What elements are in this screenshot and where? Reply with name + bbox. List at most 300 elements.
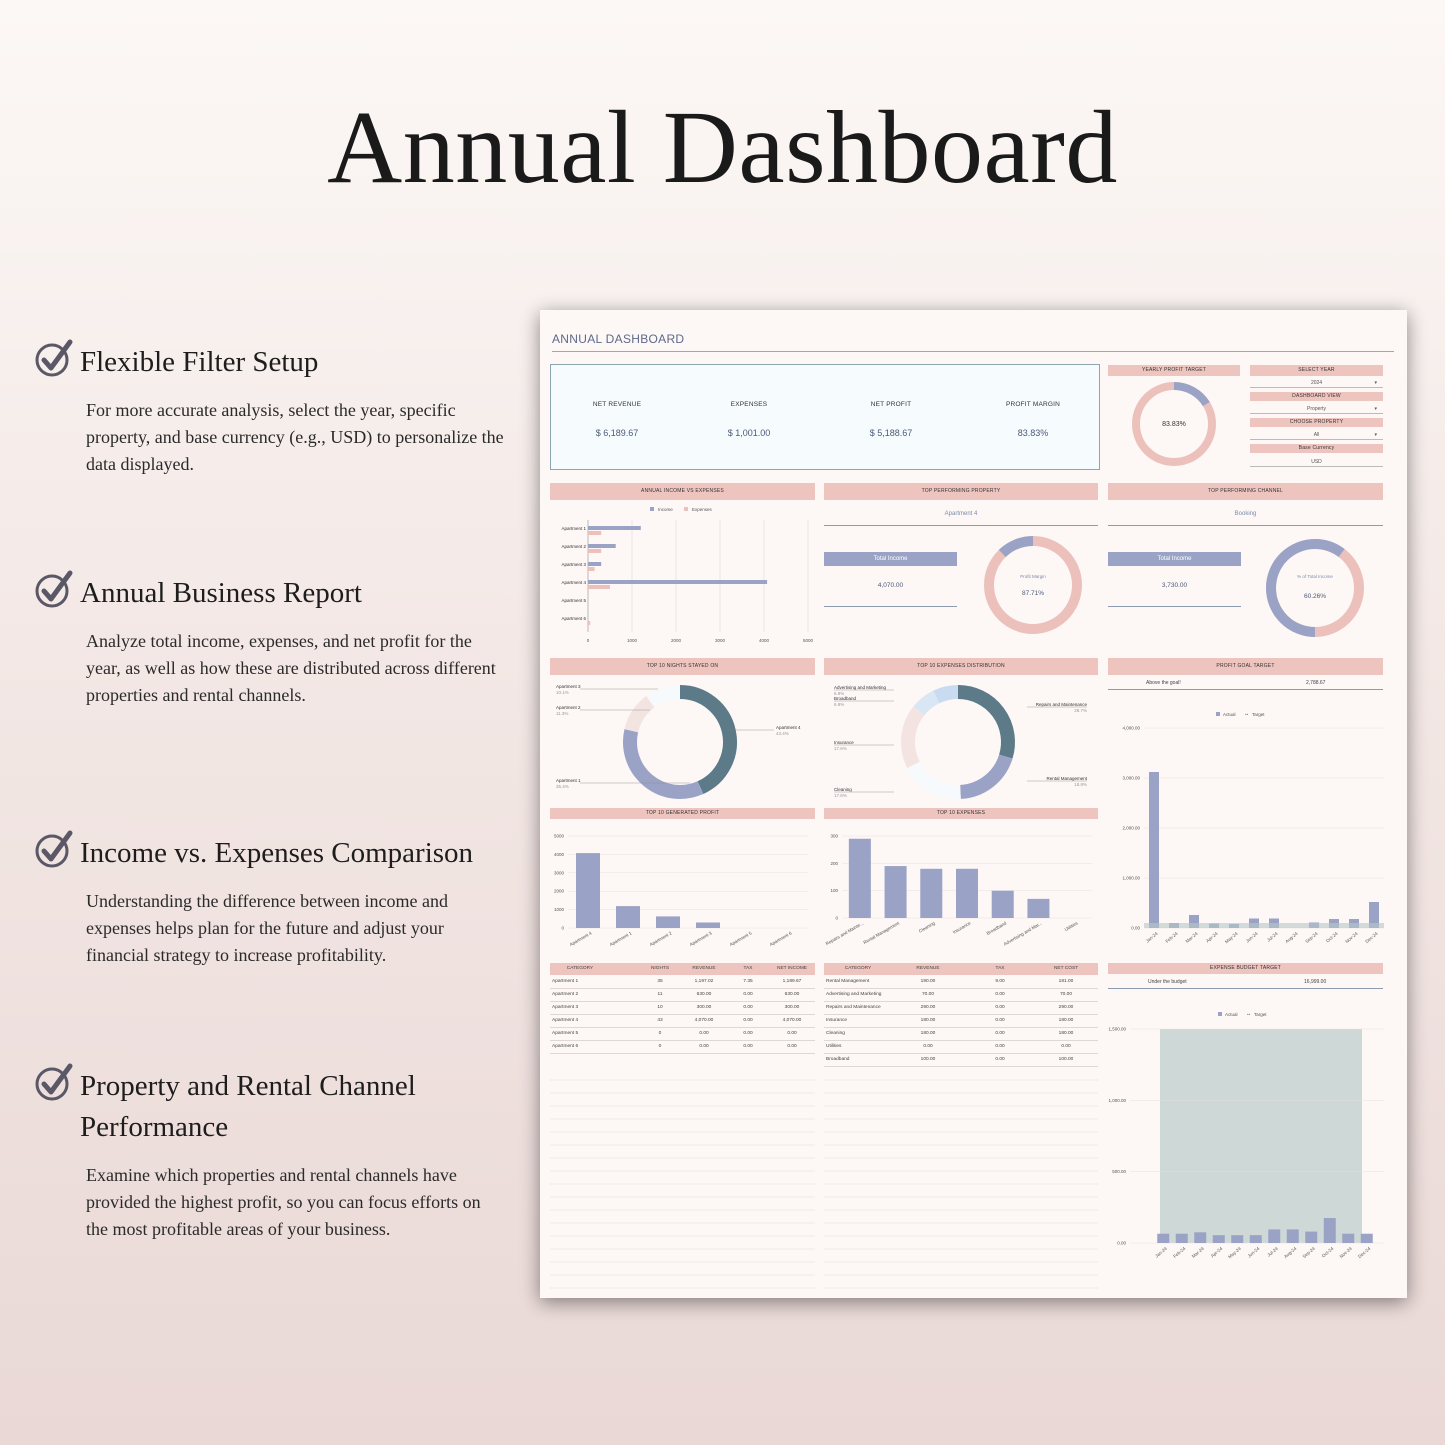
- tick-label: 4000: [758, 638, 770, 642]
- kpi-value: 83.83%: [1017, 428, 1049, 438]
- tick-label: 2,000.00: [1122, 825, 1140, 831]
- feature-heading: Annual Business Report: [80, 577, 362, 609]
- table-cell: 0.00: [995, 1005, 1005, 1010]
- table-cell: 180.00: [1058, 1018, 1074, 1023]
- divider: [824, 606, 957, 607]
- category-label: Aug-24: [1284, 930, 1299, 945]
- column-header: CATEGORY: [566, 966, 594, 971]
- feature-filter-setup: [34, 342, 504, 478]
- category-label: May-24: [1223, 930, 1239, 945]
- category-label: Apartment 4: [561, 580, 586, 585]
- category-label: Oct-24: [1325, 930, 1339, 944]
- chevron-down-icon: ▾: [1374, 406, 1377, 412]
- table-cell: 630.00: [696, 992, 712, 997]
- top-property-header: TOP PERFORMING PROPERTY: [824, 483, 1098, 500]
- table-cell: 0.00: [743, 1005, 753, 1010]
- category-label: Dec-24: [1364, 930, 1379, 945]
- table-cell: 4,070.00: [782, 1018, 802, 1023]
- table-cell: 0.00: [787, 1031, 797, 1036]
- checkmark-icon: [34, 338, 74, 378]
- table-cell: Apartment 4: [552, 1018, 579, 1023]
- table-row: [824, 1066, 1098, 1067]
- profit-goal-value: 2,788.67: [1306, 680, 1326, 686]
- tick-label: 300: [830, 833, 838, 839]
- legend-label: Target: [1252, 712, 1265, 717]
- table-cell: 190.00: [920, 979, 936, 984]
- top-channel-header: TOP PERFORMING CHANNEL: [1108, 483, 1383, 500]
- column-header: TAX: [995, 966, 1005, 971]
- feature-heading: Flexible Filter Setup: [80, 346, 319, 378]
- bar: [1231, 1235, 1243, 1243]
- table-cell: 0.00: [995, 992, 1005, 997]
- table-cell: 1,189.67: [782, 979, 802, 984]
- bar: [956, 869, 978, 918]
- base-currency-value: USD: [1311, 459, 1322, 465]
- category-label: Mar-24: [1184, 930, 1199, 944]
- legend-swatch-actual: [1216, 712, 1220, 716]
- table-row: [550, 1014, 815, 1015]
- category-label: Apartment 1: [608, 930, 633, 948]
- bar: [1361, 1234, 1373, 1243]
- bar-income: [588, 544, 616, 548]
- bar-expenses: [588, 567, 595, 571]
- table-cell: 290.00: [920, 1005, 936, 1010]
- slice-pct: 6.9%: [834, 702, 845, 707]
- dashboard-view-dropdown[interactable]: [1250, 404, 1383, 414]
- divider: [824, 525, 1098, 526]
- bar: [1324, 1218, 1336, 1243]
- checkmark-icon: [34, 569, 74, 609]
- legend-swatch-actual: [1218, 1012, 1222, 1016]
- table-cell: Apartment 6: [552, 1044, 579, 1049]
- kpi-profit-margin: [973, 401, 1093, 438]
- table-cell: Rental Management: [826, 979, 870, 984]
- expense-table: [824, 963, 1098, 1073]
- table-cell: 300.00: [696, 1005, 712, 1010]
- tick-label: 3000: [714, 638, 726, 642]
- dashboard-title: ANNUAL DASHBOARD: [552, 332, 685, 346]
- table-cell: 0: [658, 1031, 662, 1036]
- table-cell: Apartment 3: [552, 1005, 579, 1010]
- table-cell: Apartment 5: [552, 1031, 579, 1036]
- category-label: Apartment 2: [648, 930, 673, 948]
- bar-expenses: [588, 549, 601, 553]
- legend-label: Actual: [1225, 1012, 1238, 1017]
- slice-label: Advertising and Marketing: [834, 685, 887, 690]
- table-cell: 300.00: [784, 1005, 800, 1010]
- slice-label: Apartment 2: [556, 705, 581, 710]
- generated-profit-chart: [550, 828, 818, 958]
- table-cell: 100.00: [1058, 1057, 1074, 1062]
- top-channel-income: 3,730.00: [1161, 582, 1188, 589]
- table-cell: 0.00: [699, 1044, 709, 1049]
- dashboard-preview: [540, 310, 1407, 1298]
- bar: [576, 853, 600, 928]
- bar: [656, 916, 680, 928]
- category-label: Utilities: [1063, 920, 1079, 933]
- bar: [1213, 1235, 1225, 1243]
- generated-profit-header: TOP 10 GENERATED PROFIT: [550, 808, 815, 819]
- table-row: [550, 1040, 815, 1041]
- tick-label: 5000: [553, 833, 564, 839]
- column-header: REVENUE: [692, 966, 716, 971]
- bar-income: [588, 526, 641, 530]
- bar: [1342, 1234, 1354, 1243]
- slice-pct: 17.6%: [834, 746, 847, 751]
- table-cell: 0.00: [699, 1031, 709, 1036]
- kpi-expenses: [689, 401, 809, 438]
- bar: [1305, 1232, 1317, 1243]
- choose-property-dropdown[interactable]: [1250, 430, 1383, 440]
- tick-label: 5000: [802, 638, 814, 642]
- table-cell: Insurance: [826, 1018, 848, 1023]
- top-property-income: 4,070.00: [877, 582, 904, 589]
- table-cell: 70.00: [1059, 992, 1073, 997]
- kpi-label: PROFIT MARGIN: [1005, 401, 1061, 408]
- kpi-label: NET PROFIT: [870, 401, 912, 408]
- slice-label: Apartment 4: [776, 725, 801, 730]
- tick-label: 1,000.00: [1122, 875, 1140, 881]
- table-cell: 100.00: [920, 1057, 936, 1062]
- feature-income-expenses: [34, 833, 504, 969]
- feature-body: For more accurate analysis, select the year, specific property, and base currency (e.g., USD) to personalize the data displayed.: [86, 400, 504, 474]
- category-label: Feb-24: [1164, 930, 1179, 944]
- category-label: Feb-24: [1172, 1245, 1187, 1259]
- category-label: Apartment 5: [728, 930, 753, 948]
- bar: [1149, 772, 1159, 928]
- legend-dots: ••: [1245, 712, 1249, 717]
- top-expenses-header: TOP 10 EXPENSES: [824, 808, 1098, 819]
- slice-label: Apartment 1: [556, 778, 581, 783]
- bar: [1194, 1232, 1206, 1243]
- table-cell: 0.00: [743, 1044, 753, 1049]
- tick-label: 1,000.00: [1108, 1097, 1126, 1103]
- table-cell: 181.00: [1058, 979, 1074, 984]
- table-row: [550, 988, 815, 989]
- category-label: Jan-24: [1154, 1245, 1168, 1259]
- tick-label: 500.00: [1112, 1169, 1126, 1175]
- category-label: Apartment 6: [561, 616, 586, 621]
- slice-label: Cleaning: [834, 787, 852, 792]
- nights-header: TOP 10 NIGHTS STAYED ON: [550, 658, 815, 675]
- category-label: Apartment 5: [561, 598, 586, 603]
- column-header: NIGHTS: [650, 966, 670, 971]
- category-label: Oct-24: [1320, 1245, 1335, 1259]
- slice-pct: 28.7%: [1074, 708, 1087, 713]
- bar-income: [588, 580, 767, 584]
- choose-property-value: All: [1313, 432, 1320, 438]
- table-row: [824, 1014, 1098, 1015]
- total-income-label: Total Income: [1108, 552, 1241, 566]
- chevron-down-icon: ▾: [1374, 380, 1377, 386]
- tick-label: 1,500.00: [1108, 1026, 1126, 1032]
- donut-slice: [958, 692, 1008, 757]
- tick-label: 2000: [670, 638, 682, 642]
- category-label: Apartment 6: [768, 930, 793, 948]
- category-label: Nov-24: [1344, 930, 1359, 945]
- kpi-net-revenue: [557, 401, 677, 438]
- tick-label: 3,000.00: [1122, 775, 1140, 781]
- table-cell: 0.00: [995, 1018, 1005, 1023]
- divider: [1108, 525, 1383, 526]
- select-year-value: 2024: [1310, 380, 1323, 386]
- tick-label: 0: [561, 925, 564, 931]
- profit-goal-chart: [1108, 705, 1388, 955]
- table-cell: 0.00: [995, 1057, 1005, 1062]
- category-label: Rental Management: [862, 920, 901, 946]
- target-area: [1160, 1029, 1362, 1243]
- slice-pct: 43.4%: [776, 731, 789, 736]
- tick-label: 2000: [553, 888, 564, 894]
- donut-value: 60.26%: [1303, 593, 1327, 600]
- table-cell: 180.00: [920, 1031, 936, 1036]
- table-row: [824, 1053, 1098, 1054]
- category-label: Cleaning: [917, 920, 936, 934]
- category-label: May-24: [1227, 1245, 1242, 1260]
- table-cell: 4,070.00: [694, 1018, 714, 1023]
- table-cell: Cleaning: [826, 1031, 845, 1036]
- category-label: Advertising and Mar...: [1002, 920, 1043, 947]
- expense-budget-value: 16,999.00: [1304, 979, 1327, 985]
- bar: [696, 922, 720, 928]
- category-label: Jun-24: [1246, 1245, 1261, 1259]
- dashboard-view-value: Property: [1307, 406, 1326, 412]
- tick-label: 4000: [553, 851, 564, 857]
- dashboard-view-label: DASHBOARD VIEW: [1250, 392, 1383, 401]
- checkmark-icon: [34, 829, 74, 869]
- tick-label: 4,000.00: [1122, 725, 1140, 731]
- table-cell: Broadband: [826, 1057, 850, 1062]
- feature-body: Analyze total income, expenses, and net profit for the year, as well as how these are distributed across different properties and rental channels.: [86, 631, 496, 705]
- legend-label: Expenses: [692, 507, 712, 512]
- yearly-target-header: YEARLY PROFIT TARGET: [1108, 365, 1240, 376]
- nights-stayed-donut: [550, 678, 818, 808]
- table-cell: 290.00: [1058, 1005, 1074, 1010]
- donut-value: 87.71%: [1021, 590, 1045, 597]
- bar: [1250, 1235, 1262, 1243]
- table-cell: 0.00: [923, 1044, 933, 1049]
- slice-label: Rental Management: [1046, 776, 1087, 781]
- total-income-label: Total Income: [824, 552, 957, 566]
- bar-expenses: [588, 531, 601, 535]
- kpi-panel: [550, 364, 1100, 470]
- donut-slice: [650, 692, 680, 702]
- feature-body: Understanding the difference between income and expenses helps plan for the future and adjust your financial strategy to increase profitability.: [86, 891, 449, 965]
- tick-label: 1000: [626, 638, 638, 642]
- table-row: [550, 1053, 815, 1054]
- profit-margin-donut: [980, 532, 1086, 638]
- slice-pct: 35.4%: [556, 784, 569, 789]
- category-label: Aug-24: [1283, 1245, 1298, 1260]
- bar: [1027, 899, 1049, 918]
- category-label: Apartment 3: [561, 562, 586, 567]
- table-row: [550, 1027, 815, 1028]
- category-label: Apartment 2: [561, 544, 586, 549]
- column-header: TAX: [743, 966, 753, 971]
- slice-pct: 6.9%: [834, 691, 845, 696]
- kpi-label: EXPENSES: [730, 401, 768, 408]
- title-divider: [552, 351, 1394, 352]
- divider: [1108, 988, 1383, 989]
- table-cell: Repairs and Maintenance: [826, 1005, 881, 1010]
- category-label: Mar-24: [1190, 1245, 1205, 1259]
- legend-dots: ••: [1247, 1012, 1251, 1017]
- table-cell: Advertising and Marketing: [826, 992, 882, 997]
- kpi-value: $ 6,189.67: [595, 428, 639, 438]
- bar: [885, 866, 907, 918]
- table-cell: 70.00: [921, 992, 935, 997]
- bar: [1287, 1229, 1299, 1243]
- category-label: Repairs and Mainte...: [824, 920, 865, 947]
- profit-goal-header: PROFIT GOAL TARGET: [1108, 658, 1383, 675]
- category-label: Nov-24: [1338, 1245, 1353, 1260]
- income-vs-expenses-header: ANNUAL INCOME VS EXPENSES: [550, 483, 815, 500]
- slice-label: Broadband: [834, 696, 857, 701]
- column-header: NET INCOME: [776, 966, 808, 971]
- category-label: Apartment 4: [568, 930, 593, 948]
- table-cell: 180.00: [920, 1018, 936, 1023]
- base-currency-label: Base Currency: [1250, 444, 1383, 453]
- property-table: [550, 963, 815, 1063]
- bar: [1157, 1234, 1169, 1243]
- donut-slice: [631, 702, 650, 731]
- feature-heading: Property and Rental Channel Performance: [80, 1070, 416, 1143]
- category-label: Broadband: [985, 920, 1008, 936]
- tick-label: 0: [835, 915, 838, 921]
- kpi-value: $ 5,188.67: [869, 428, 913, 438]
- table-cell: 35: [657, 979, 663, 984]
- divider: [1108, 606, 1241, 607]
- slice-pct: 11.3%: [556, 711, 569, 716]
- category-label: Apr-24: [1205, 930, 1219, 944]
- target-area: [1144, 923, 1384, 928]
- kpi-label: NET REVENUE: [592, 401, 642, 408]
- category-label: Jan-24: [1144, 930, 1159, 944]
- slice-pct: 17.6%: [834, 793, 847, 798]
- legend-label: Actual: [1223, 712, 1236, 717]
- legend-swatch-income: [650, 507, 654, 511]
- table-cell: 0.00: [1061, 1044, 1071, 1049]
- donut-slice: [936, 692, 958, 697]
- table-cell: Apartment 2: [552, 992, 579, 997]
- legend-label: Income: [658, 507, 673, 512]
- divider: [1108, 689, 1383, 690]
- table-cell: 0: [658, 1044, 662, 1049]
- category-label: Jun-24: [1244, 930, 1259, 944]
- tick-label: 0: [586, 638, 590, 642]
- donut-slice: [914, 765, 961, 792]
- legend-label: Target: [1254, 1012, 1267, 1017]
- donut-slice: [960, 757, 1005, 792]
- bar-income: [588, 562, 601, 566]
- expense-budget-chart: [1108, 1007, 1388, 1262]
- top-channel-name: Booking: [1234, 511, 1257, 517]
- table-cell: 10: [657, 1005, 663, 1010]
- bar: [992, 891, 1014, 918]
- category-label: Jul-24: [1266, 930, 1279, 943]
- donut-label: Profit Margin: [1020, 574, 1046, 579]
- select-year-dropdown[interactable]: [1250, 378, 1383, 388]
- bar-expenses: [588, 585, 610, 589]
- feature-heading: Income vs. Expenses Comparison: [80, 837, 474, 869]
- slice-label: Apartment 3: [556, 684, 581, 689]
- donut-slice: [680, 692, 730, 788]
- table-cell: 9.00: [995, 979, 1005, 984]
- expense-budget-status: Under the budget: [1148, 979, 1187, 985]
- table-cell: 1,197.02: [694, 979, 714, 984]
- bar: [920, 869, 942, 918]
- table-cell: 43: [657, 1018, 663, 1023]
- column-header: REVENUE: [916, 966, 940, 971]
- donut-label: % of Total Income: [1297, 574, 1333, 579]
- top-expenses-chart: [824, 828, 1098, 958]
- category-label: Insurance: [951, 920, 972, 935]
- category-label: Sep-24: [1304, 930, 1319, 945]
- table-cell: 0.00: [787, 1044, 797, 1049]
- table-cell: Utilities: [826, 1044, 842, 1049]
- expense-budget-header: EXPENSE BUDGET TARGET: [1108, 963, 1383, 974]
- bar: [849, 839, 871, 918]
- category-label: Sep-24: [1301, 1245, 1316, 1260]
- table-cell: 11: [657, 992, 663, 997]
- table-cell: 630.00: [784, 992, 800, 997]
- category-label: Apartment 3: [688, 930, 713, 948]
- slice-label: Insurance: [834, 740, 854, 745]
- table-cell: 0.00: [743, 992, 753, 997]
- yearly-target-value: 83.83%: [1162, 421, 1186, 428]
- income-vs-expenses-chart: [550, 502, 818, 642]
- column-header: NET COST: [1053, 966, 1079, 971]
- tick-label: 200: [830, 860, 838, 866]
- table-row: [824, 1001, 1098, 1002]
- donut-slice: [908, 711, 919, 765]
- table-cell: Apartment 1: [552, 979, 579, 984]
- feature-body: Examine which properties and rental channels have provided the highest profit, so you can focus efforts on the most profitable areas of your business.: [86, 1165, 481, 1239]
- bar: [1176, 1234, 1188, 1243]
- chevron-down-icon: ▾: [1374, 432, 1377, 438]
- slice-pct: 10.1%: [556, 690, 569, 695]
- category-label: Apartment 1: [561, 526, 586, 531]
- expenses-distribution-header: TOP 10 EXPENSES DISTRIBUTION: [824, 658, 1098, 675]
- channel-share-donut: [1262, 535, 1368, 641]
- bar: [1268, 1229, 1280, 1243]
- checkmark-icon: [34, 1062, 74, 1102]
- top-property-name: Apartment 4: [944, 511, 978, 517]
- base-currency-field[interactable]: [1250, 457, 1383, 467]
- legend-swatch-expenses: [684, 507, 688, 511]
- tick-label: 0.00: [1131, 925, 1140, 931]
- category-label: Apr-24: [1209, 1245, 1224, 1259]
- table-row: [550, 1001, 815, 1002]
- expenses-distribution-donut: [824, 678, 1098, 808]
- bar-expenses: [588, 621, 590, 625]
- tick-label: 0.00: [1117, 1240, 1126, 1246]
- kpi-value: $ 1,001.00: [727, 428, 771, 438]
- slice-label: Repairs and Maintenance: [1035, 702, 1087, 707]
- table-cell: 0.00: [995, 1044, 1005, 1049]
- donut-slice: [919, 697, 936, 711]
- page-title: Annual Dashboard: [327, 90, 1118, 205]
- table-row: [824, 988, 1098, 989]
- table-cell: 0.00: [743, 1031, 753, 1036]
- table-row: [824, 1040, 1098, 1041]
- category-label: Dec-24: [1357, 1245, 1372, 1260]
- table-cell: 0.00: [743, 1018, 753, 1023]
- profit-goal-status: Above the goal!: [1146, 680, 1181, 686]
- column-header: CATEGORY: [844, 966, 872, 971]
- kpi-net-profit: [831, 401, 951, 438]
- tick-label: 1000: [553, 907, 564, 913]
